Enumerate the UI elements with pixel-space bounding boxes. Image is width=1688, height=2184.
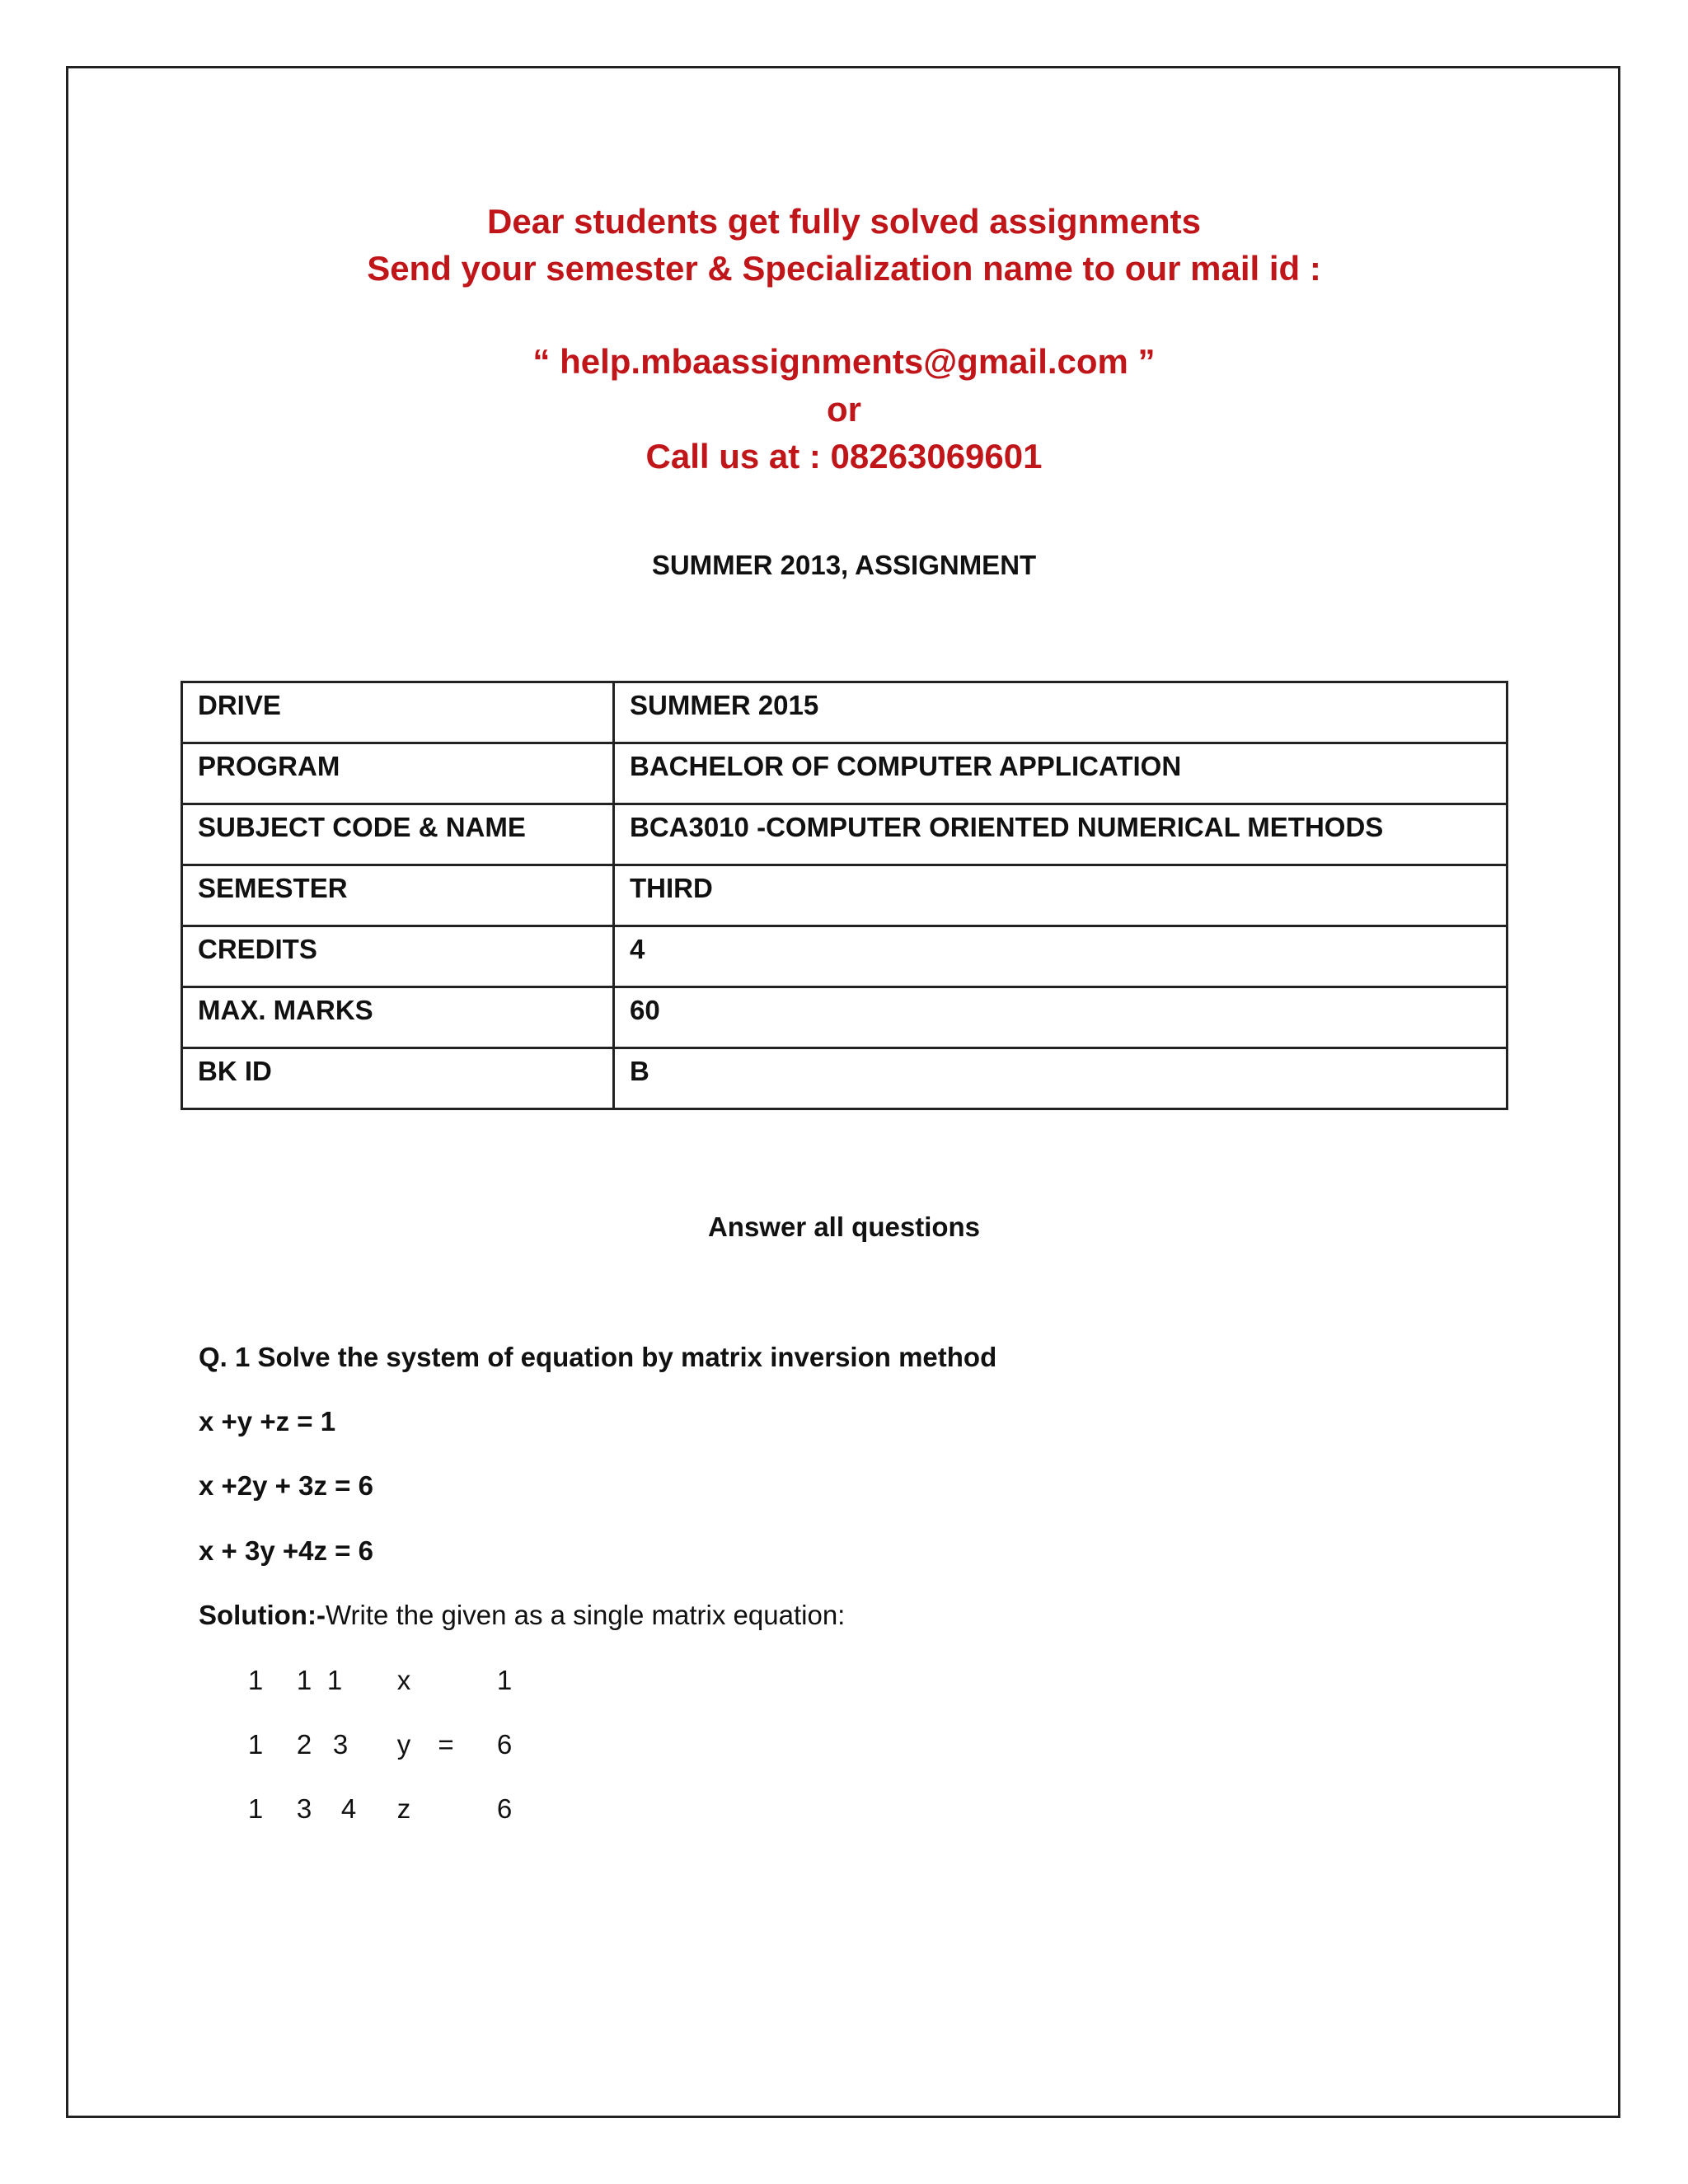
assignment-heading: SUMMER 2013, ASSIGNMENT (651, 550, 1037, 580)
matrix-a-cell: 2 (296, 1729, 312, 1760)
table-label: SUBJECT CODE & NAME (182, 804, 614, 865)
table-row (182, 1048, 1507, 1109)
promo-call: Call us at : 08263069601 (645, 437, 1043, 476)
promo-or: or (827, 390, 861, 429)
table-value: B (614, 1048, 1507, 1109)
question-title: Q. 1 Solve the system of equation by matrix inversion method (199, 1342, 997, 1372)
matrix-a-cell: 1 (247, 1729, 264, 1760)
solution-label: Solution:- (199, 1600, 326, 1630)
table-row (182, 865, 1507, 926)
equation-1: x +y +z = 1 (199, 1406, 336, 1436)
table-value: BACHELOR OF COMPUTER APPLICATION (614, 743, 1507, 804)
matrix-a-cell: 3 (296, 1793, 312, 1824)
matrix-b-cell: 6 (496, 1729, 513, 1760)
table-row (182, 926, 1507, 987)
promo-email: “ help.mbaassignments@gmail.com ” (532, 342, 1156, 381)
matrix-a-cell: 1 (247, 1665, 264, 1695)
table-label: SEMESTER (182, 865, 614, 926)
equation-3: x + 3y +4z = 6 (199, 1535, 373, 1566)
promo-line-1: Dear students get fully solved assignments (487, 202, 1201, 241)
table-row (182, 804, 1507, 865)
matrix-a-cell: 1 (296, 1665, 312, 1695)
matrix-x-cell: z (396, 1793, 411, 1824)
solution-line (199, 1600, 845, 1631)
matrix-x-cell: y (396, 1729, 411, 1760)
table-value: THIRD (614, 865, 1507, 926)
matrix-a-cell: 4 (340, 1793, 357, 1824)
table-value: SUMMER 2015 (614, 682, 1507, 743)
table-label: DRIVE (182, 682, 614, 743)
table-label: MAX. MARKS (182, 987, 614, 1048)
assignment-info-table (181, 681, 1508, 1110)
matrix-a-cell: 1 (326, 1665, 343, 1695)
table-row (182, 743, 1507, 804)
table-value: BCA3010 -COMPUTER ORIENTED NUMERICAL METHODS (614, 804, 1507, 865)
table-value: 60 (614, 987, 1507, 1048)
table-label: CREDITS (182, 926, 614, 987)
equation-2: x +2y + 3z = 6 (199, 1470, 373, 1501)
matrix-b-cell: 1 (496, 1665, 513, 1695)
equals-sign: = (438, 1729, 454, 1760)
matrix-b-cell: 6 (496, 1793, 513, 1824)
table-row (182, 682, 1507, 743)
table-label: PROGRAM (182, 743, 614, 804)
answer-all-heading: Answer all questions (707, 1212, 981, 1242)
matrix-a-cell: 1 (247, 1793, 264, 1824)
matrix-x-cell: x (396, 1665, 411, 1695)
table-value: 4 (614, 926, 1507, 987)
table-row (182, 987, 1507, 1048)
solution-text: Write the given as a single matrix equation: (325, 1600, 846, 1630)
table-label: BK ID (182, 1048, 614, 1109)
matrix-a-cell: 3 (332, 1729, 349, 1760)
promo-line-2: Send your semester & Specialization name to our mail id : (367, 249, 1321, 288)
